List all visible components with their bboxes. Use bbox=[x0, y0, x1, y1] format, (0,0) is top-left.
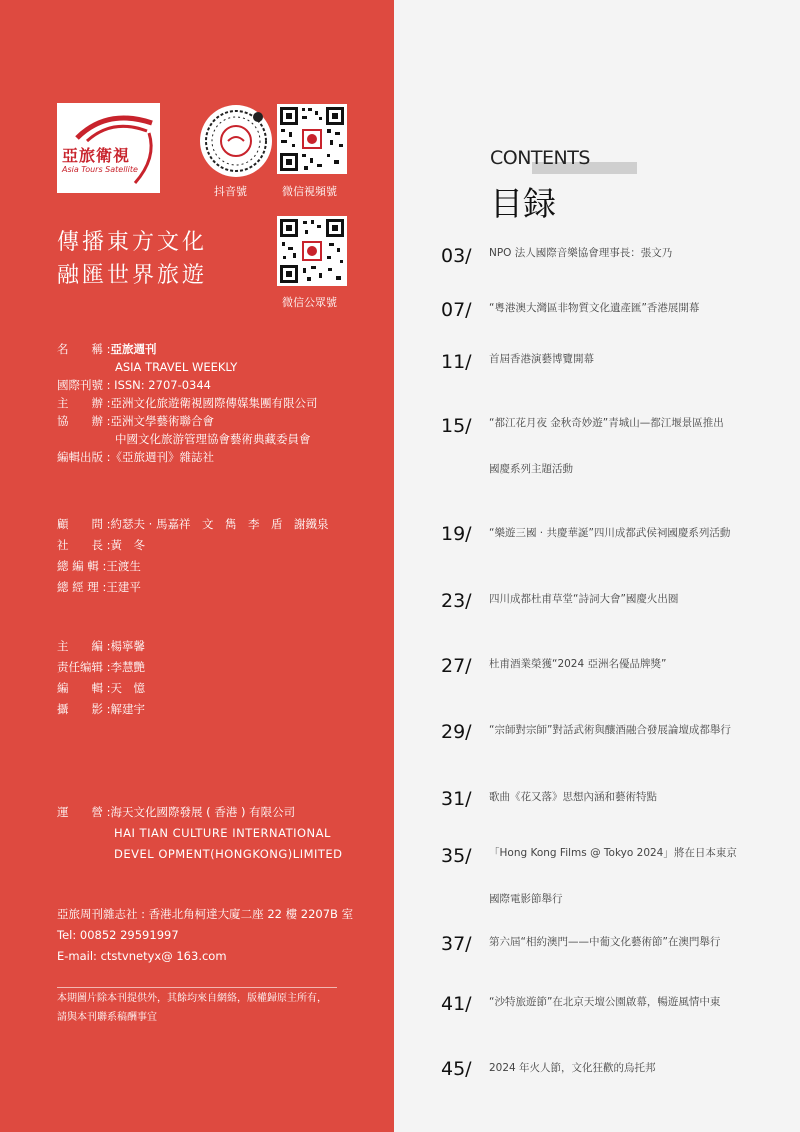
toc-title[interactable] bbox=[489, 1045, 779, 1091]
staff-label: 編 輯 : bbox=[57, 681, 111, 695]
staff-label: 攝 影 : bbox=[57, 702, 111, 716]
qr-code-icon bbox=[277, 216, 347, 286]
staff-value: 約瑟夫 · 馬嘉祥 文 雋 李 盾 謝鐵泉 bbox=[110, 517, 329, 531]
operator-en-1: HAI TIAN CULTURE INTERNATIONAL bbox=[114, 826, 331, 840]
toc-title-line: 歌曲《花又落》思想內涵和藝術特點 bbox=[489, 791, 657, 803]
toc-title-line: 第六屆“相約澳門——中葡文化藝術節”在澳門舉行 bbox=[489, 936, 721, 948]
toc-page-number: 45/ bbox=[441, 1058, 472, 1080]
douyin-code-icon bbox=[200, 105, 272, 177]
staff-value: 李慧艷 bbox=[110, 660, 146, 674]
douyin-caption: 抖音號 bbox=[214, 185, 247, 198]
toc-page-number: 27/ bbox=[441, 655, 472, 677]
issn: 國際刊號 : ISSN: 2707-0344 bbox=[57, 378, 211, 392]
co-label: 協 辦 : bbox=[57, 414, 111, 428]
notice-line-1: 本期圖片除本刊提供外，其餘均來自網絡，版權歸原主所有， bbox=[57, 993, 327, 1004]
toc-title-line: 「Hong Kong Films @ Tokyo 2024」將在日本東京 bbox=[489, 847, 737, 859]
staff-label: 顧 問 : bbox=[57, 517, 111, 531]
host-value: 亞洲文化旅遊衛視國際傳媒集團有限公司 bbox=[110, 396, 318, 410]
staff-label: 主 編 : bbox=[57, 639, 111, 653]
logo-subtitle: Asia Tours Satellite bbox=[62, 165, 138, 174]
staff-block-2 bbox=[57, 637, 145, 718]
wechat-official-qr-code bbox=[277, 216, 347, 286]
staff-label: 社 長 : bbox=[57, 538, 111, 552]
toc-page-number: 41/ bbox=[441, 993, 472, 1015]
toc-page-number: 29/ bbox=[441, 721, 472, 743]
notice-line-2: 請與本刊聯系稿酬事宜 bbox=[57, 1012, 157, 1023]
host-row bbox=[57, 394, 318, 412]
wechat-channels-qr-code bbox=[277, 104, 347, 174]
name-value: 亞旅週刊 bbox=[110, 342, 157, 356]
toc-title[interactable] bbox=[489, 919, 779, 965]
toc-title[interactable] bbox=[489, 641, 779, 687]
divider bbox=[57, 987, 337, 988]
staff-row bbox=[57, 515, 329, 533]
telephone: Tel: 00852 29591997 bbox=[57, 928, 179, 942]
toc-title-line: 首屆香港演藝博覽開幕 bbox=[489, 353, 594, 365]
co-value-1: 亞洲文學藝術聯合會 bbox=[110, 414, 215, 428]
co-row bbox=[57, 412, 318, 430]
toc-title[interactable] bbox=[489, 230, 779, 276]
staff-value: 王建平 bbox=[106, 580, 141, 594]
toc-page-number: 37/ bbox=[441, 933, 472, 955]
toc-page-number: 35/ bbox=[441, 845, 472, 867]
toc-page-number: 03/ bbox=[441, 245, 472, 267]
staff-row bbox=[57, 679, 145, 697]
name-en: ASIA TRAVEL WEEKLY bbox=[115, 360, 238, 374]
contents-heading: CONTENTS bbox=[490, 147, 590, 169]
slogan-line-1: 傳播東方文化 bbox=[57, 230, 208, 255]
toc-title-line: “粵港澳大灣區非物質文化遺產匯”香港展開幕 bbox=[489, 302, 700, 314]
staff-block-1 bbox=[57, 515, 329, 596]
toc-page-number: 11/ bbox=[441, 351, 472, 373]
operator-row bbox=[57, 802, 343, 823]
staff-row bbox=[57, 700, 145, 718]
toc-page-number: 07/ bbox=[441, 299, 472, 321]
staff-value: 黃 冬 bbox=[110, 538, 146, 552]
address: 亞旅周刊雜志社 : 香港北角柯達大廈二座 22 樓 2207B 室 bbox=[57, 907, 354, 921]
toc-title[interactable] bbox=[489, 707, 779, 753]
staff-label: 總 經 理 : bbox=[57, 580, 107, 594]
wechat-channels-caption: 微信視頻號 bbox=[282, 185, 337, 198]
toc-title[interactable] bbox=[489, 400, 779, 492]
masthead-block bbox=[57, 340, 318, 466]
operator-label: 運 營 : bbox=[57, 805, 111, 819]
toc-title[interactable] bbox=[489, 830, 779, 922]
toc-page-number: 23/ bbox=[441, 590, 472, 612]
publisher: 編輯出版 :《亞旅週刊》雜誌社 bbox=[57, 450, 215, 464]
toc-title-line: 國慶系列主題活動 bbox=[489, 463, 573, 475]
toc-title[interactable] bbox=[489, 510, 779, 556]
douyin-qr-code bbox=[200, 105, 272, 177]
staff-row bbox=[57, 536, 329, 554]
name-row bbox=[57, 340, 318, 358]
contact-block bbox=[57, 904, 353, 967]
staff-row bbox=[57, 658, 145, 676]
staff-row bbox=[57, 637, 145, 655]
asia-tours-logo bbox=[57, 103, 160, 193]
host-label: 主 辦 : bbox=[57, 396, 111, 410]
toc-title-line: 國際電影節舉行 bbox=[489, 893, 563, 905]
toc-page-number: 19/ bbox=[441, 523, 472, 545]
name-label: 名 稱 : bbox=[57, 342, 111, 356]
staff-value: 解建宇 bbox=[110, 702, 146, 716]
staff-label: 责任编辑 : bbox=[57, 660, 111, 674]
toc-title[interactable] bbox=[489, 285, 779, 331]
staff-value: 楊寧馨 bbox=[110, 639, 146, 653]
toc-page-number: 31/ bbox=[441, 788, 472, 810]
operator-value: 海天文化國際發展 ( 香港 ) 有限公司 bbox=[110, 805, 296, 819]
toc-page-number: 15/ bbox=[441, 415, 472, 437]
toc-title-line: 杜甫酒業榮獲“2024 亞洲名優品牌獎” bbox=[489, 658, 667, 670]
toc-title-line: “樂遊三國 · 共慶華誕”四川成都武侯祠國慶系列活動 bbox=[489, 527, 731, 539]
toc-title-line: “宗師對宗師”對話武術與釀酒融合發展論壇成都舉行 bbox=[489, 724, 731, 736]
staff-row bbox=[57, 578, 329, 596]
wechat-official-caption: 微信公眾號 bbox=[282, 296, 337, 309]
toc-title-line: “都江花月夜 金秋奇妙遊”青城山—都江堰景區推出 bbox=[489, 417, 724, 429]
contents-heading-zh: 目録 bbox=[490, 184, 556, 223]
staff-value: 王渡生 bbox=[106, 559, 141, 573]
qr-code-icon bbox=[277, 104, 347, 174]
toc-title-line: 四川成都杜甫草堂“詩詞大會”國慶火出圈 bbox=[489, 593, 679, 605]
operator-en-2: DEVEL OPMENT(HONGKONG)LIMITED bbox=[114, 847, 343, 861]
toc-title[interactable] bbox=[489, 774, 779, 820]
toc-title[interactable] bbox=[489, 979, 779, 1025]
slogan-line-2: 融匯世界旅遊 bbox=[57, 263, 208, 288]
email: E-mail: ctstvnetyx@ 163.com bbox=[57, 949, 227, 963]
toc-title[interactable] bbox=[489, 576, 779, 622]
toc-title-line: NPO 法人國際音樂協會理事長：張文乃 bbox=[489, 247, 673, 259]
operator-block bbox=[57, 802, 343, 865]
staff-value: 天 憶 bbox=[110, 681, 146, 695]
toc-title-line: 2024 年火人節，文化狂歡的烏托邦 bbox=[489, 1062, 656, 1074]
co-value-2: 中國文化旅游管理協會藝術典藏委員會 bbox=[115, 432, 311, 446]
staff-label: 總 編 輯 : bbox=[57, 559, 107, 573]
staff-row bbox=[57, 557, 329, 575]
left-panel bbox=[0, 0, 394, 1132]
logo-text: 亞旅衛視 bbox=[62, 146, 131, 165]
toc-title-line: “沙特旅遊節”在北京天壇公園啟幕，暢遊風情中東 bbox=[489, 996, 721, 1008]
toc-title[interactable] bbox=[489, 336, 779, 382]
